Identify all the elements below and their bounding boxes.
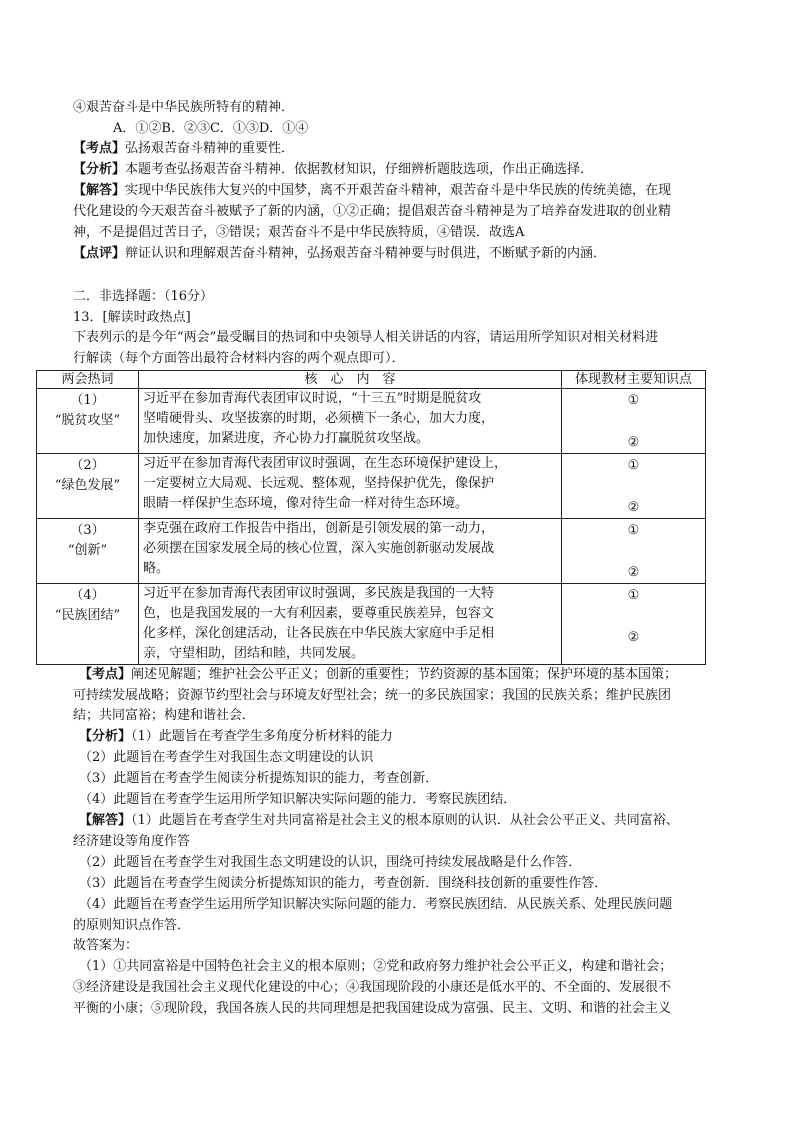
point-2: ②: [627, 630, 640, 645]
jieda-line-2: 代化建设的今天艰苦奋斗被赋予了新的内涵，①②正确；提倡艰苦奋斗精神是为了培养奋发进取的创业精: [73, 204, 672, 219]
fenxi2-line-2: （2）此题旨在考查学生对我国生态文明建设的认识: [79, 750, 374, 765]
content-line: 化多样，深化创建活动，让各民族在中华民族大家庭中手足相: [143, 626, 495, 641]
header-knowledge-points: 体现教材主要知识点: [562, 371, 706, 389]
jieda2-line-5: （4）此题旨在考查学生运用所学知识解决实际问题的能力．考察民族团结．从民族关系、处理民族问题: [79, 897, 673, 912]
answer-line-3: 平衡的小康；⑤现阶段，我国各族人民的共同理想是把我国建设成为富强、民主、文明、和谐的社会主义: [73, 1001, 672, 1016]
row-hot-word: “脱贫攻坚”: [54, 413, 121, 428]
intro-line-1: 下表列示的是今年“两会”最受瞩目的热词和中央领导人相关讲话的内容，请运用所学知识对相关材料进: [73, 330, 659, 345]
jieda-line-3: 神，不是提倡过苦日子，③错误；艰苦奋斗不是中华民族特质，④错误．故选A: [73, 225, 525, 240]
fenxi-tag: 【分析】: [73, 162, 126, 177]
point-2: ②: [627, 565, 640, 580]
option-item-4: ④艰苦奋斗是中华民族所特有的精神．: [73, 100, 295, 115]
jieda-line-1: [73, 183, 671, 199]
jieda-tag: 【解答】: [73, 183, 126, 198]
dianping-tag: 【点评】: [73, 246, 126, 261]
jieda2-line-4: （3）此题旨在考查学生阅读分析提炼知识的能力，考查创新．围绕科技创新的重要性作答．: [79, 876, 608, 891]
kaodian2-line-1: [79, 667, 677, 683]
answer-line-1: （1）①共同富裕是中国特色社会主义的根本原则；②党和政府努力维护社会公平正义，构建和谐社会；: [79, 959, 673, 974]
point-2: ②: [627, 435, 640, 450]
row-number: （2）: [70, 458, 105, 473]
table-row: [37, 454, 706, 519]
jieda2-text-1: （1）此题旨在考查学生对共同富裕是社会主义的根本原则的认识．从社会公平正义、共同富裕、: [131, 813, 679, 828]
content-line: 习近平在参加青海代表团审议时强调，在生态环境保护建设上，: [143, 456, 508, 471]
kaodian-text: 弘扬艰苦奋斗精神的重要性．: [125, 141, 295, 156]
content-line: 习近平在参加青海代表团审议时说，“十三五”时期是脱贫攻: [143, 391, 482, 406]
answer-options: A．①②B．②③C．①③D．①④: [113, 121, 309, 136]
row-number: （1）: [70, 393, 105, 408]
table-row: [37, 584, 706, 665]
point-2: ②: [627, 500, 640, 515]
kaodian2-line-2: 可持续发展战略；资源节约型社会与环境友好型社会；统一的多民族国家；我国的民族关系；维护民族团: [73, 688, 672, 703]
fenxi2-tag: 【分析】: [79, 729, 132, 744]
jieda2-line-6: 的原则知识点作答．: [73, 918, 191, 933]
jieda2-line-1: [79, 813, 679, 829]
content-line: 略。: [143, 561, 170, 576]
fenxi-line: [73, 162, 593, 178]
content-line: 眼睛一样保护生态环境，像对待生命一样对待生态环境。: [143, 496, 469, 511]
content-line: 一定要树立大局观、长远观、整体观，坚持保护优先，像保护: [143, 476, 495, 491]
kaodian2-tag: 【考点】: [79, 667, 132, 682]
point-1: ①: [627, 523, 640, 538]
point-1: ①: [627, 458, 640, 473]
jieda-text-1: 实现中华民族伟大复兴的中国梦，离不开艰苦奋斗精神，艰苦奋斗是中华民族的传统美德，在现: [125, 183, 672, 198]
jieda2-line-2: 经济建设等角度作答: [73, 834, 191, 849]
header-core-content: 核 心 内 容: [139, 371, 562, 389]
dianping-line: [73, 246, 606, 262]
fenxi2-line-1: [79, 729, 393, 745]
header-hot-word: 两会热词: [37, 371, 139, 389]
answer-line-2: ③经济建设是我国社会主义现代化建设的中心；④我国现阶段的小康还是低水平的、不全面的、发展很不: [73, 980, 672, 995]
content-line: 色，也是我国发展的一大有利因素，要尊重民族差异，包容文: [143, 606, 495, 621]
content-line: 习近平在参加青海代表团审议时强调，多民族是我国的一大特: [143, 586, 495, 601]
intro-line-2: 行解读（每个方面答出最符合材料内容的两个观点即可）．: [73, 351, 405, 366]
kaodian2-text-1: 阐述见解题；维护社会公平正义；创新的重要性；节约资源的基本国策；保护环境的基本国策；: [131, 667, 678, 682]
row-hot-word: “创新”: [67, 543, 108, 558]
section-heading: 二．非选择题：（16分）: [73, 289, 214, 304]
point-1: ①: [627, 588, 640, 603]
table-header-row: [37, 371, 706, 389]
content-line: 坚啃硬骨头、攻坚拔寨的时期，必须横下一条心，加大力度，: [143, 411, 495, 426]
answer-label: 故答案为：: [73, 938, 139, 953]
hot-words-table: [36, 370, 706, 665]
fenxi2-line-4: （4）此题旨在考查学生运用所学知识解决实际问题的能力．考察民族团结．: [79, 792, 517, 807]
row-number: （3）: [70, 523, 105, 538]
jieda2-tag: 【解答】: [79, 813, 132, 828]
kaodian-tag: 【考点】: [73, 141, 126, 156]
row-hot-word: “民族团结”: [54, 608, 121, 623]
row-hot-word: “绿色发展”: [54, 478, 121, 493]
table-row: [37, 389, 706, 454]
row-number: （4）: [70, 588, 105, 603]
fenxi-text: 本题考查弘扬艰苦奋斗精神．依据教材知识，仔细辨析题肢选项，作出正确选择．: [125, 162, 594, 177]
question-13-title: 13．[解读时政热点]: [73, 310, 191, 325]
content-line: 亲，守望相助，团结和睦，共同发展。: [143, 646, 365, 661]
dianping-text: 辩证认识和理解艰苦奋斗精神，弘扬艰苦奋斗精神要与时俱进，不断赋予新的内涵．: [125, 246, 607, 261]
fenxi2-text-1: （1）此题旨在考查学生多角度分析材料的能力: [131, 729, 393, 744]
content-line: 必须摆在国家发展全局的核心位置，深入实施创新驱动发展战: [143, 541, 495, 556]
table-row: [37, 519, 706, 584]
content-line: 加快速度，加紧进度，齐心协力打赢脱贫攻坚战。: [143, 431, 430, 446]
point-1: ①: [627, 393, 640, 408]
kaodian2-line-3: 结；共同富裕；构建和谐社会．: [73, 708, 256, 723]
kaodian-line: [73, 141, 294, 157]
fenxi2-line-3: （3）此题旨在考查学生阅读分析提炼知识的能力，考查创新．: [79, 771, 439, 786]
content-line: 李克强在政府工作报告中指出，创新是引领发展的第一动力，: [143, 521, 495, 536]
jieda2-line-3: （2）此题旨在考查学生对我国生态文明建设的认识，围绕可持续发展战略是什么作答．: [79, 855, 582, 870]
